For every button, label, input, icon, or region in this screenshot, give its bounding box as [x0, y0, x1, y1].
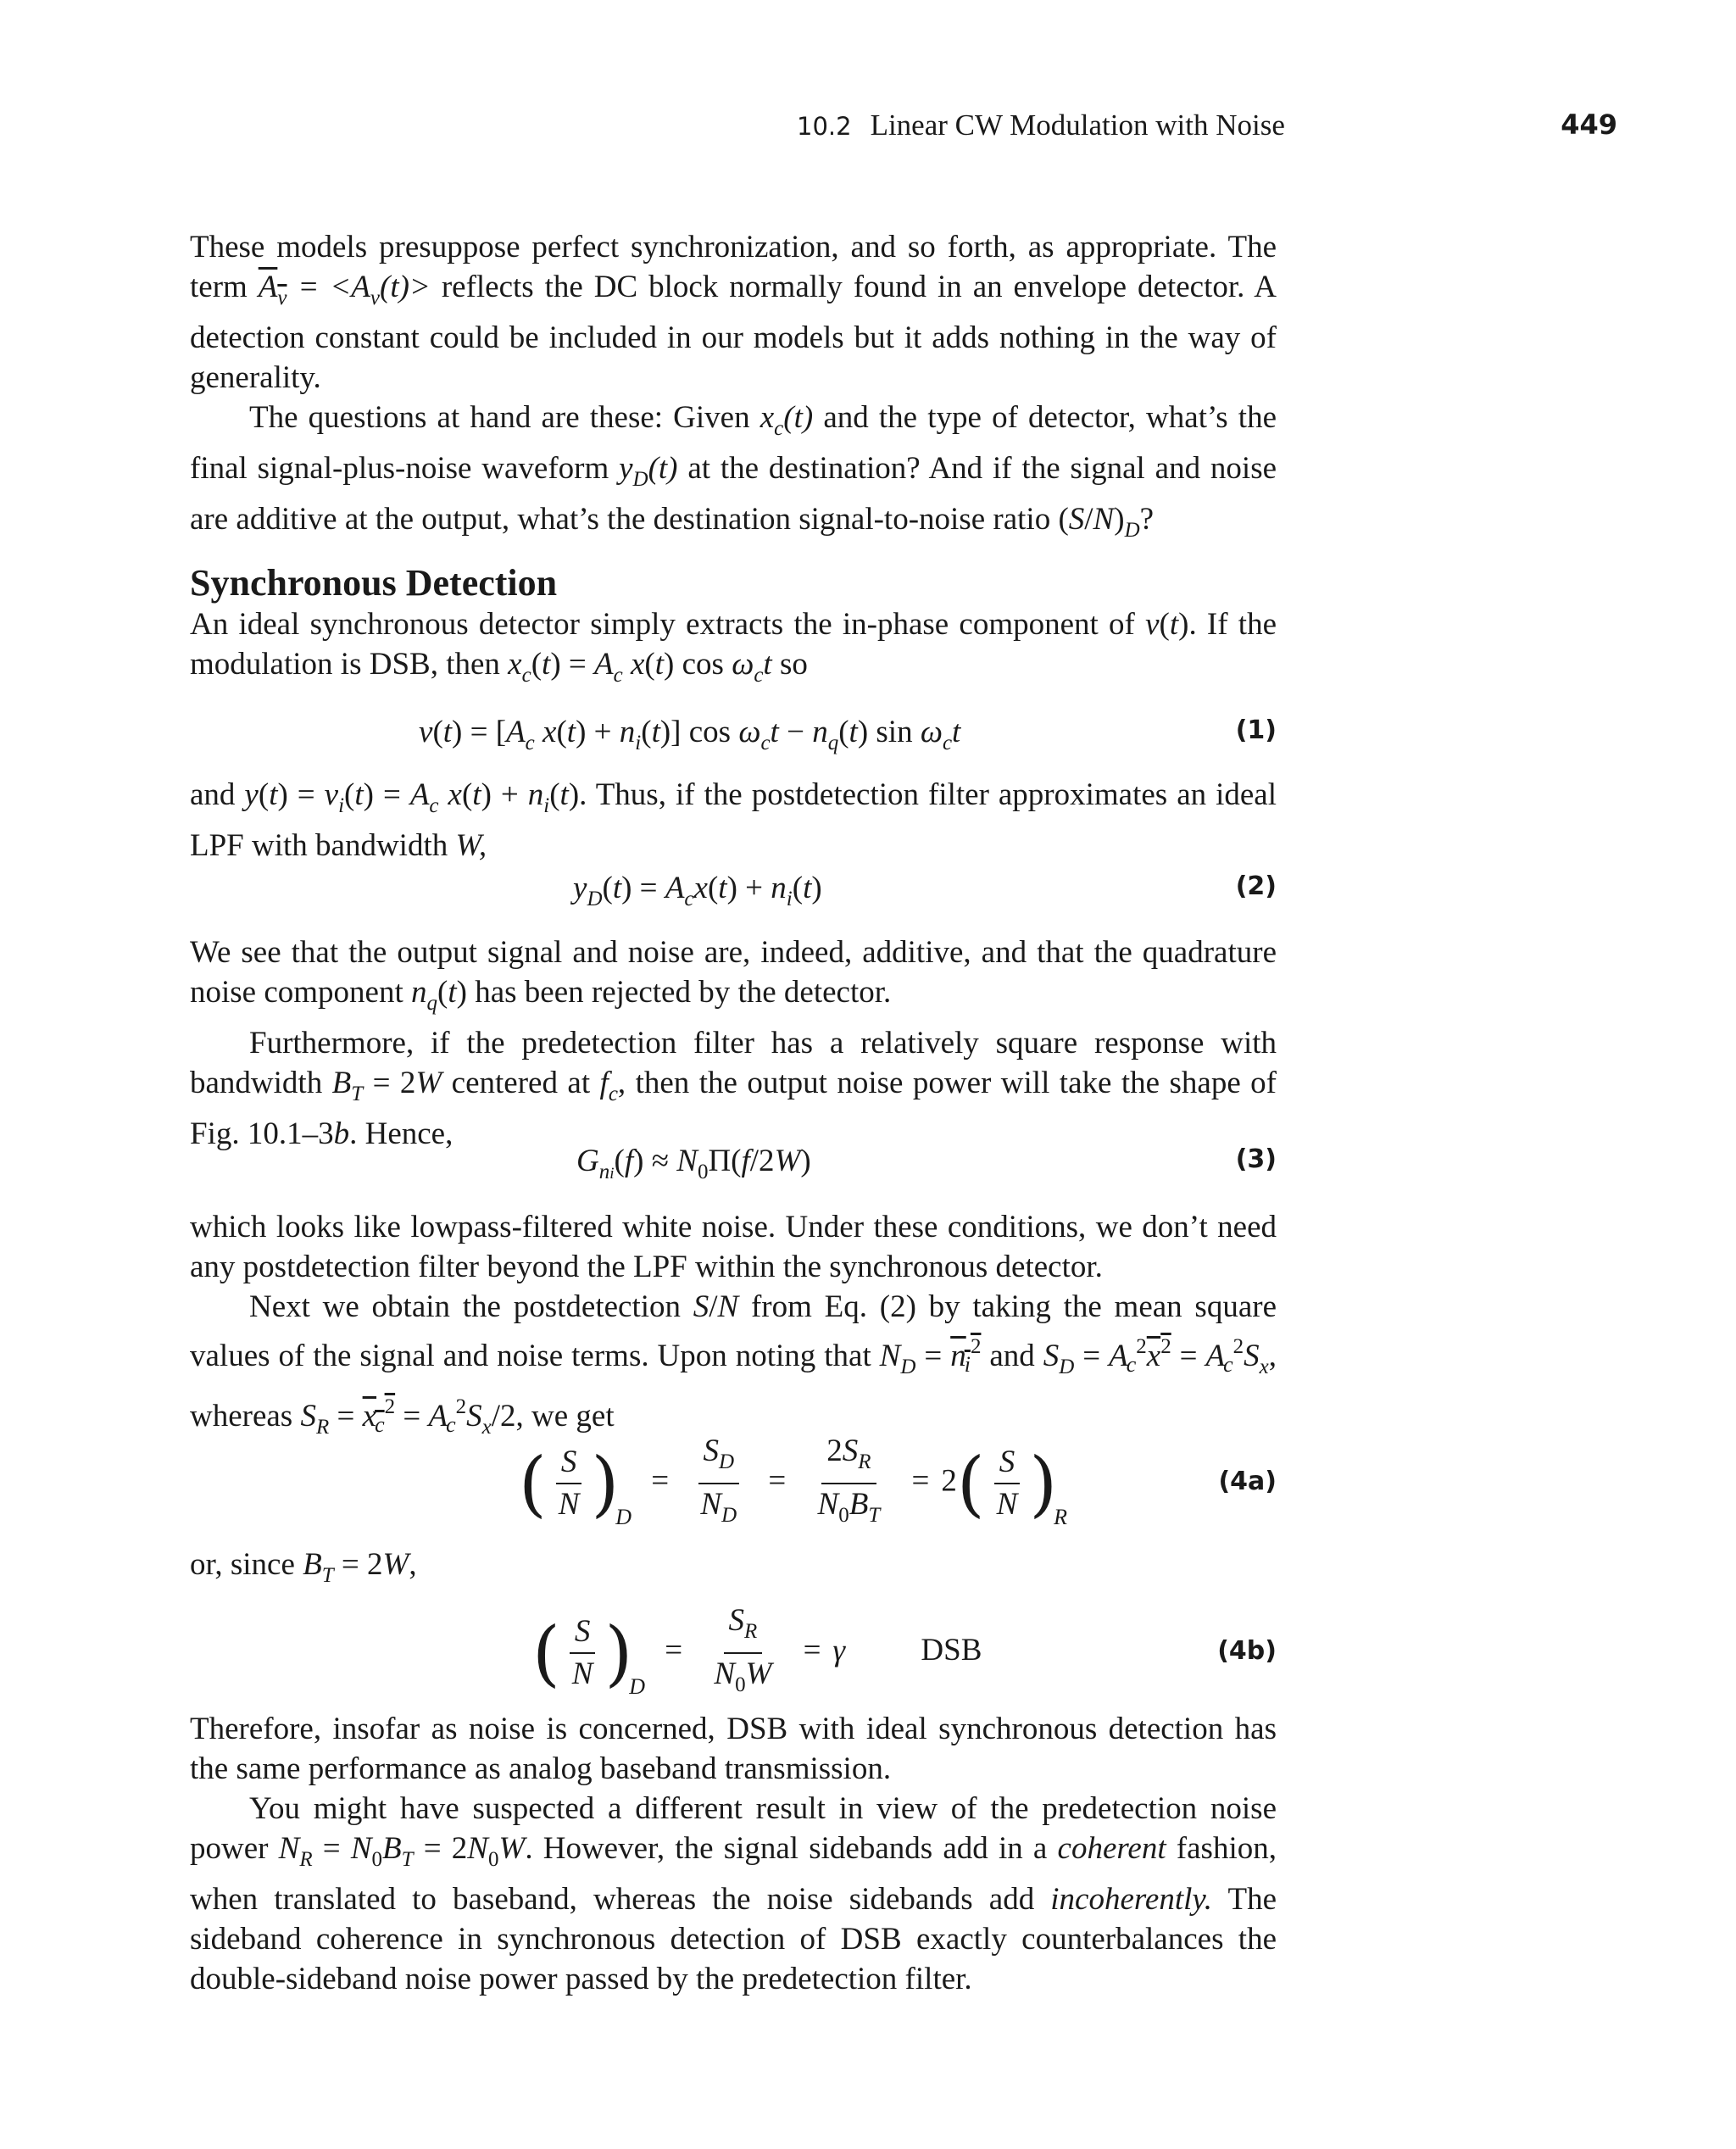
- equation-number: (1): [1235, 715, 1277, 745]
- section-number: 10.2: [797, 112, 852, 141]
- page-number: 449: [1561, 109, 1617, 141]
- paragraph-2: The questions at hand are these: Given $x_c(t)$ and the type of detector, what’s the final signal-plus-noise waveform $y_D(t)$ at the destination? And if the signal and noise are additive at the output, what’s the destination signal-to-noise ratio $(S/N)_D$?: [190, 400, 1277, 542]
- paragraph-10: Therefore, insofar as noise is concerned, DSB with ideal synchronous detection has the same performance as analog baseband transmission. You might have suspected a different result in view of the predetection noise power $N_R = N_0B_T = 2N_0W$. However, the signal sidebands add in a coherent fashion, when translated to baseband, whereas the noise sidebands add incoherently. The sideband coherence in synchronous detection of DSB exactly counterbalances the double-sideband noise power passed by the predetection filter.: [190, 1709, 1277, 1999]
- paragraph-3: An ideal synchronous detector simply extracts the in-phase component of v(t). If the modulation is DSB, then $x_c(t) = A_c$ x(t) $\cos \omega_ct$ so: [190, 607, 1277, 687]
- running-head: [797, 109, 1285, 142]
- paragraph-7: which looks like lowpass-filtered white noise. Under these conditions, we don’t need any postdetection filter beyond the LPF within the synchronous detector. Next we obtain the postdetection S/N from Eq. (2) by taking the mean square values of the signal and noise terms. Upon noting that $N_D = ni^2$ and $S_D = Ac^2x^2 = Ac^2S_x$, whereas $S_R = xc^2 = Ac^2S_x/2$, we get: [190, 1207, 1277, 1447]
- equation-1: $v(t) = [A_c$ $x(t) + n_i(t)$] $\cos \omega_ct - n_q(t)$ $\sin \omega_ct$ (1): [419, 715, 1277, 754]
- equation-number: (2): [1235, 871, 1277, 901]
- section-title: Linear CW Modulation with Noise: [870, 109, 1285, 142]
- paragraph-1: These models presuppose perfect synchronization, and so forth, as appropriate. The term $A_v = <A_v(t)>$ reflects the DC block normally found in an envelope detector. A detection constant could be included in our models but it adds nothing in the way of generality. The questions at hand are these: Given $x_c(t)$ and the type of detector, what’s the final signal-plus-noise waveform $y_D(t)$ at the destination? And if the signal and noise are additive at the output, what’s the destination signal-to-noise ratio $(S/N)_D$?: [190, 227, 1277, 550]
- equation-number: (4b): [1217, 1636, 1277, 1666]
- paragraph-9: or, since $B_T = 2W$,: [190, 1547, 417, 1587]
- section-synchronous-detection: [190, 563, 1277, 695]
- equation-4a: ( $\frac{S}{N}$ )$_D$ = $\frac{S_D}{N_D}$ = $\frac{2S_R}{N_0B_T}$ = 2( $\frac{S}{N}$ )$_R$ (4a): [519, 1434, 1277, 1530]
- paragraph-5: We see that the output signal and noise are, indeed, additive, and that the quadrature noise component $n_q(t)$ has been rejected by the detector. Furthermore, if the predetection filter has a relatively square response with bandwidth $B_T = 2W$ centered at $f_c$, then the output noise power will take the shape of Fig. 10.1–3b. Hence,: [190, 933, 1277, 1154]
- equation-number: (3): [1235, 1144, 1277, 1174]
- equation-2: $y_D(t) = A_cx(t) + n_i(t)$ (2): [573, 871, 1277, 910]
- equation-4b: ( $\frac{S}{N}$ )$_D$ = $\frac{S_R}{N_0W}$ = γ DSB (4b): [532, 1603, 1277, 1700]
- equation-3: $G_{ni}(f) \approx N_0\Pi(f/2W)$ (3): [576, 1144, 1277, 1183]
- paragraph-11: You might have suspected a different result in view of the predetection noise power $N_R = N_0B_T = 2N_0W$. However, the signal sidebands add in a coherent fashion, when translated to baseband, whereas the noise sidebands add incoherently. The sideband coherence in synchronous detection of DSB exactly counterbalances the double-sideband noise power passed by the predetection filter.: [190, 1791, 1277, 1996]
- paragraph-8: Next we obtain the postdetection S/N from Eq. (2) by taking the mean square values of the signal and noise terms. Upon noting that $N_D = ni^2$ and $S_D = Ac^2x^2 = Ac^2S_x$, whereas $S_R = xc^2 = Ac^2S_x/2$, we get: [190, 1289, 1277, 1439]
- paragraph-6: Furthermore, if the predetection filter has a relatively square response with bandwidth $B_T = 2W$ centered at $f_c$, then the output noise power will take the shape of Fig. 10.1–3b. Hence,: [190, 1026, 1277, 1151]
- section-heading: Synchronous Detection: [190, 562, 558, 604]
- paragraph-4: and $y(t) = v_i(t) = A_c$ $x(t) + n_i(t)$. Thus, if the postdetection filter approximates an ideal LPF with bandwidth W,: [190, 777, 1277, 863]
- equation-number: (4a): [1218, 1467, 1277, 1496]
- eq4b-label: DSB: [921, 1633, 982, 1668]
- math-inline: $A_v = <A_v(t)>$: [258, 270, 431, 309]
